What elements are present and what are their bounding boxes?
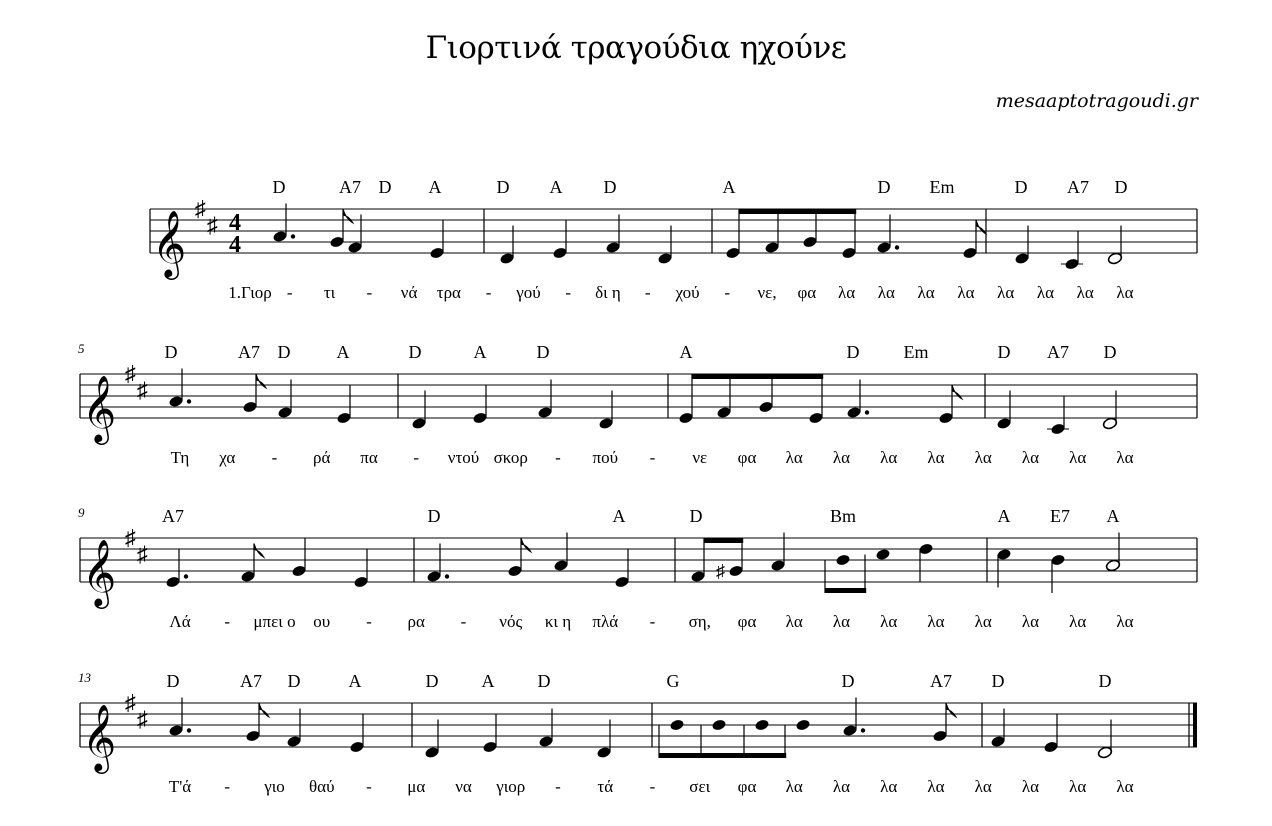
chord-symbol: A7: [1047, 342, 1069, 362]
note-beam: [659, 753, 786, 758]
sharp-icon: ♯: [207, 212, 218, 238]
chord-symbol: A: [473, 342, 487, 362]
staff-system: [78, 341, 1197, 467]
chord-symbol: D: [378, 177, 392, 197]
lyric-syllable: -: [555, 448, 561, 467]
note-beam: [692, 374, 823, 379]
note-head: [795, 718, 811, 731]
lyric-syllable: ρά: [313, 448, 331, 467]
lyric-syllable: φα: [737, 777, 757, 796]
lyric-syllable: λα: [917, 283, 935, 302]
lyric-syllable: χα: [219, 448, 236, 467]
chord-symbol: D: [846, 342, 860, 362]
chord-symbol: G: [666, 671, 680, 691]
note-flag: [254, 544, 264, 558]
lyric-syllable: -: [224, 777, 231, 796]
lyric-syllable: ντού: [447, 448, 480, 467]
augmentation-dot: [187, 728, 191, 732]
lyric-syllable: Λά: [169, 612, 191, 631]
lyric-syllable: λα: [1116, 777, 1134, 796]
lyric-syllable: τά: [597, 777, 614, 796]
lyric-syllable: 1.Γιορ: [228, 283, 272, 302]
lyric-syllable: λα: [957, 283, 975, 302]
note-flag: [946, 703, 956, 717]
note-flag: [343, 209, 353, 223]
sharp-icon: ♯: [137, 541, 148, 567]
treble-clef-icon: 𝄞: [82, 376, 117, 441]
lyric-syllable: -: [271, 448, 278, 467]
lyric-syllable: λα: [785, 448, 803, 467]
lyric-syllable: λα: [832, 777, 851, 796]
lyric-syllable: λα: [785, 612, 803, 631]
lyric-syllable: θαύ: [309, 777, 335, 796]
lyric-syllable: ση,: [688, 612, 711, 631]
lyric-syllable: μπει ο: [253, 612, 296, 631]
chord-symbol: A: [481, 671, 495, 691]
lyric-syllable: -: [649, 777, 656, 796]
lyric-syllable: -: [485, 283, 492, 302]
chord-symbol: D: [537, 671, 551, 691]
lyric-syllable: φα: [797, 283, 817, 302]
chord-symbol: A7: [240, 671, 262, 691]
treble-clef-icon: 𝄞: [82, 540, 117, 605]
lyric-syllable: φα: [737, 612, 757, 631]
lyric-syllable: πα: [360, 448, 378, 467]
lyric-syllable: νε: [692, 448, 708, 467]
chord-symbol: D: [536, 342, 550, 362]
chord-symbol: A: [997, 506, 1011, 526]
chord-symbol: Bm: [829, 506, 857, 526]
sharp-icon: ♯: [125, 361, 136, 386]
chord-symbol: A: [336, 342, 350, 362]
note-head: [669, 718, 685, 731]
chord-symbol: D: [991, 671, 1005, 691]
lyric-syllable: λα: [974, 777, 992, 796]
note-head: [835, 553, 851, 566]
chord-symbol: D: [689, 506, 703, 526]
lyric-syllable: -: [644, 283, 651, 302]
augmentation-dot: [865, 410, 869, 414]
note-beam: [739, 209, 856, 214]
lyric-syllable: πού: [592, 448, 618, 467]
lyric-syllable: νά: [400, 283, 418, 302]
lyric-syllable: -: [413, 448, 420, 467]
lyric-syllable: λα: [838, 283, 856, 302]
augmentation-dot: [291, 234, 295, 238]
measure-number: 13: [78, 670, 91, 685]
chord-symbol: A: [1106, 506, 1120, 526]
lyric-syllable: χού: [675, 283, 700, 302]
lyric-syllable: λα: [880, 777, 898, 796]
lyric-syllable: νε,: [757, 283, 777, 302]
lyric-syllable: λα: [974, 448, 992, 467]
lyric-syllable: -: [555, 777, 561, 796]
chord-symbol: A: [549, 177, 563, 197]
lyric-syllable: λα: [1021, 448, 1040, 467]
lyric-syllable: τι: [323, 283, 336, 302]
chord-symbol: Em: [929, 177, 955, 197]
chord-symbol: A: [428, 177, 442, 197]
lyric-syllable: λα: [1116, 448, 1134, 467]
sharp-icon: ♯: [137, 706, 148, 732]
lyric-syllable: λα: [832, 612, 851, 631]
lyric-syllable: -: [460, 612, 467, 631]
lyric-syllable: σει: [689, 777, 711, 796]
lyric-syllable: λα: [1069, 612, 1087, 631]
lyric-syllable: Τ'ά: [168, 777, 192, 796]
measure-number: 9: [78, 505, 85, 520]
staff-system: [150, 177, 1197, 302]
lyric-syllable: λα: [1076, 283, 1094, 302]
lyric-syllable: -: [649, 612, 656, 631]
lyric-syllable: λα: [1036, 283, 1055, 302]
chord-symbol: D: [287, 671, 301, 691]
staff-system: [78, 670, 1197, 796]
lyric-syllable: -: [366, 777, 372, 796]
chord-symbol: D: [425, 671, 439, 691]
chord-symbol: D: [841, 671, 855, 691]
augmentation-dot: [861, 728, 865, 732]
chord-symbol: D: [277, 342, 291, 362]
note-flag: [976, 220, 986, 234]
sharp-icon: ♯: [125, 690, 136, 715]
lyric-syllable: γού: [516, 283, 541, 302]
chord-symbol: D: [1114, 177, 1128, 197]
chord-symbol: Em: [903, 342, 929, 362]
song-title: Γιορτινά τραγούδια ηχούνε: [425, 30, 847, 66]
note-flag: [256, 374, 266, 388]
chord-symbol: E7: [1050, 506, 1070, 526]
chord-symbol: D: [408, 342, 422, 362]
lyric-syllable: -: [649, 448, 656, 467]
lyric-syllable: σκορ: [493, 448, 528, 467]
site-name: mesaaptotragoudi.gr: [995, 90, 1198, 112]
lyric-syllable: τρα: [436, 283, 461, 302]
chord-symbol: A7: [1067, 177, 1089, 197]
lyric-syllable: πλά: [592, 612, 619, 631]
lyric-syllable: λα: [877, 283, 895, 302]
lyric-syllable: να: [455, 777, 472, 796]
note-beam: [704, 538, 743, 543]
augmentation-dot: [184, 574, 188, 578]
note-flag: [521, 538, 531, 552]
chord-symbol: D: [496, 177, 510, 197]
lyric-syllable: ρα: [407, 612, 425, 631]
lyric-syllable: -: [224, 612, 231, 631]
measure-number: 5: [78, 341, 85, 356]
lyric-syllable: νός: [499, 612, 523, 631]
lyric-syllable: -: [286, 283, 293, 302]
lyric-syllable: ου: [313, 612, 331, 631]
lyric-syllable: μα: [407, 777, 426, 796]
chord-symbol: D: [603, 177, 617, 197]
lyric-syllable: γιο: [264, 777, 285, 796]
treble-clef-icon: 𝄞: [152, 211, 187, 276]
lyric-syllable: λα: [1069, 448, 1087, 467]
sharp-icon: ♯: [137, 377, 148, 403]
lyric-syllable: λα: [927, 448, 945, 467]
lyric-syllable: λα: [1069, 777, 1087, 796]
chord-symbol: D: [1098, 671, 1112, 691]
note-flag: [952, 385, 962, 399]
lyric-syllable: δι η: [595, 283, 621, 302]
note-head: [754, 718, 770, 731]
lyric-syllable: λα: [1116, 612, 1134, 631]
lyric-syllable: φα: [737, 448, 757, 467]
lyric-syllable: -: [565, 283, 572, 302]
chord-symbol: A7: [162, 506, 184, 526]
final-barline-thick: [1193, 703, 1197, 747]
lyric-syllable: -: [366, 612, 372, 631]
lyric-syllable: κι η: [544, 612, 572, 631]
treble-clef-icon: 𝄞: [82, 705, 117, 770]
sharp-icon: ♯: [716, 561, 725, 581]
augmentation-dot: [895, 245, 899, 249]
chord-symbol: A7: [930, 671, 952, 691]
chord-symbol: D: [427, 506, 441, 526]
augmentation-dot: [187, 399, 191, 403]
lyric-syllable: Τη: [170, 448, 190, 467]
lyric-syllable: λα: [880, 448, 898, 467]
chord-symbol: A: [679, 342, 693, 362]
lyric-syllable: λα: [832, 448, 851, 467]
chord-symbol: D: [1103, 342, 1117, 362]
chord-symbol: D: [997, 342, 1011, 362]
lyric-syllable: -: [366, 283, 373, 302]
lyric-syllable: λα: [927, 777, 945, 796]
lyric-syllable: λα: [785, 777, 803, 796]
chord-symbol: D: [1014, 177, 1028, 197]
note-head: [875, 548, 891, 561]
chord-symbol: D: [166, 671, 180, 691]
time-signature-top: 4: [229, 210, 241, 236]
note-beam: [825, 588, 866, 593]
lyric-syllable: λα: [927, 612, 945, 631]
note-flag: [259, 703, 269, 717]
chord-symbol: D: [164, 342, 178, 362]
chord-symbol: A: [612, 506, 626, 526]
staff-system: [78, 505, 1197, 631]
sharp-icon: ♯: [125, 525, 136, 550]
lyric-syllable: λα: [1116, 283, 1134, 302]
chord-symbol: A: [722, 177, 736, 197]
chord-symbol: A7: [339, 177, 361, 197]
lyric-syllable: γιορ: [496, 777, 526, 796]
chord-symbol: A7: [238, 342, 260, 362]
note-head: [711, 718, 727, 731]
sharp-icon: ♯: [195, 196, 206, 221]
lyric-syllable: λα: [997, 283, 1015, 302]
augmentation-dot: [445, 574, 449, 578]
chord-symbol: A: [348, 671, 362, 691]
lyric-syllable: λα: [880, 612, 898, 631]
lyric-syllable: -: [724, 283, 731, 302]
chord-symbol: D: [272, 177, 286, 197]
lyric-syllable: λα: [1021, 612, 1040, 631]
lyric-syllable: λα: [974, 612, 992, 631]
lyric-syllable: λα: [1021, 777, 1040, 796]
chord-symbol: D: [877, 177, 891, 197]
time-signature-bottom: 4: [229, 232, 241, 258]
